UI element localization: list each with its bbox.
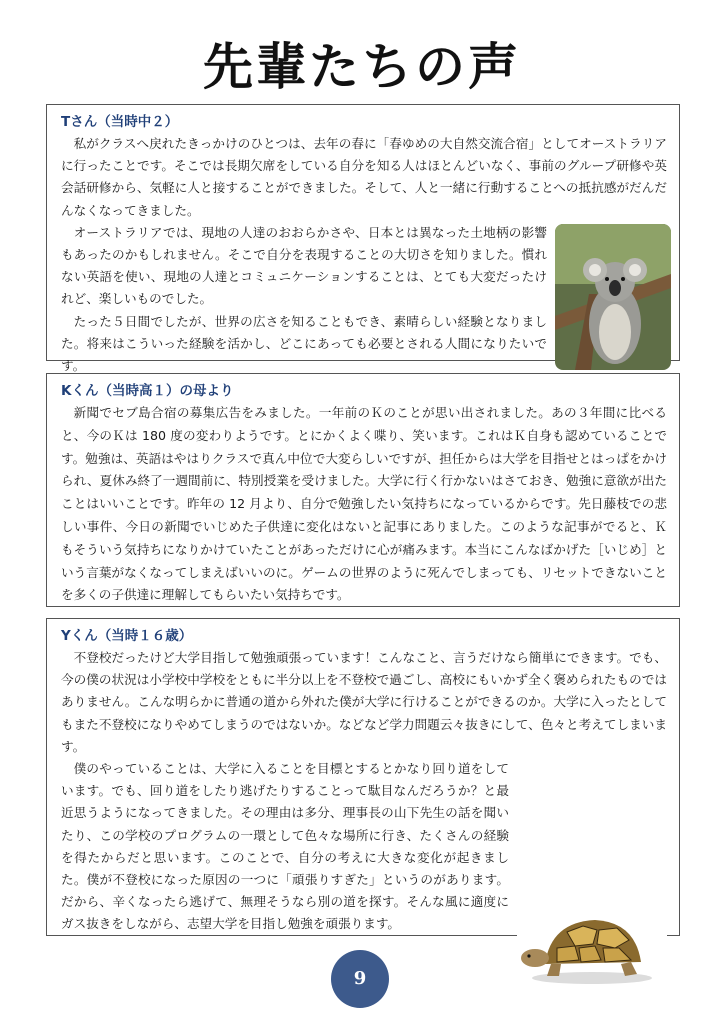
paragraph: 僕のやっていることは、大学に入ることを目標とするとかなり回り道をしています。でも、回り道をしたり逃げたりすることって駄目なんだろうか？と最近思うようになってきました。その理由は多分、理事長の山下先生の話を聞いたり、この学校のプログラムの一環として色々な場所に行き、たくさんの経験を得たからだと思います。このことで、自分の考えに大きな変化が起きました。僕が不登校になった原因の一つに「頑張りすぎた」というのがあります。だから、辛くなったら逃げて、無理そうなら別の道を探す。そんな風に適度にガス抜きをしながら、志望大学を目指し勉強を頑張ります。 [61, 761, 509, 932]
page-number-badge: 9 [331, 950, 389, 1008]
paragraph: オーストラリアでは、現地の人達のおおらかさや、日本とは異なった土地柄の影響もあったのかもしれません。そこで自分を表現することの大切さを知りました。慣れない英語を使い、現地の人達とコミュニケーションすることは、とても大変だったけれど、楽しいものでした。 [61, 224, 547, 307]
testimonial-box-t [46, 104, 680, 374]
paragraph: 私がクラスへ戻れたきっかけのひとつは、去年の春に「春ゆめの大自然交流合宿」としてオーストラリアに行ったことです。そこでは長期欠席をしている自分を知る人はほとんどいなく、事前のグループ研修や英会話研修から、気軽に人と接することができました。そして、人と一緒に行動することへの抵抗感がだんだんなくなってきました。 [61, 136, 667, 218]
page-title: 先輩たちの声 [203, 38, 521, 96]
section-heading: Tさん（当時中２） [61, 114, 179, 130]
paragraph: 不登校だったけど大学目指して勉強頑張っています！こんなこと、言うだけなら簡単にできます。でも、今の僕の状況は小学校中学校をともに半分以上を不登校で過ごし、高校にもいかず全く褒められたものではありません。こんな明らかに普通の道から外れた僕が大学に行けることができるのか。大学に入ったとしてもまた不登校になりやめてしまうのではないか。などなど学力問題云々抜きにして、色々と考えてしまいます。 [61, 650, 668, 754]
section-heading: Yくん（当時１６歳） [61, 628, 193, 644]
testimonial-box-k [46, 373, 680, 607]
testimonial-box-y [46, 618, 680, 936]
paragraph: たった５日間でしたが、世界の広さを知ることもでき、素晴らしい経験となりました。将来はこういった経験を活かし、どこにあっても必要とされる人間になりたいです。 [61, 313, 547, 374]
paragraph: 新聞でセブ島合宿の募集広告をみました。一年前のＫのことが思い出されました。あの３年間に比べると、今のＫは 180 度の変わりようです。とにかくよく喋り、笑います。これはＫ自身も認めていることです。勉強は、英語はやはりクラスで真ん中位で大変らしいですが、担任からは大学を目指せとはっぱをかけられ、夏休み終了一週間前に、特別授業を受けました。大学に行く行かないはさておき、勉強に意欲が出たことはいいことです。昨年の 12 月より、自分で勉強したい気持ちになっているからです。先日藤枝での悲しい事件、今日の新聞でいじめた子供達に変化はないと記事にありました。このような記事がでると、Ｋ もそういう気持ちになりかけていたことがあっただけに心が痛みます。本当にこんなばかげた［いじめ］という言葉がなくなってしまえばいいのに。ゲームの世界のように死んでしまっても、リセットできないことを多くの子供達に理解してもらいたい気持ちです。 [61, 405, 667, 603]
section-heading: Kくん（当時高１）の母より [61, 383, 234, 399]
tortoise-photo [517, 908, 667, 986]
koala-photo [555, 224, 671, 370]
